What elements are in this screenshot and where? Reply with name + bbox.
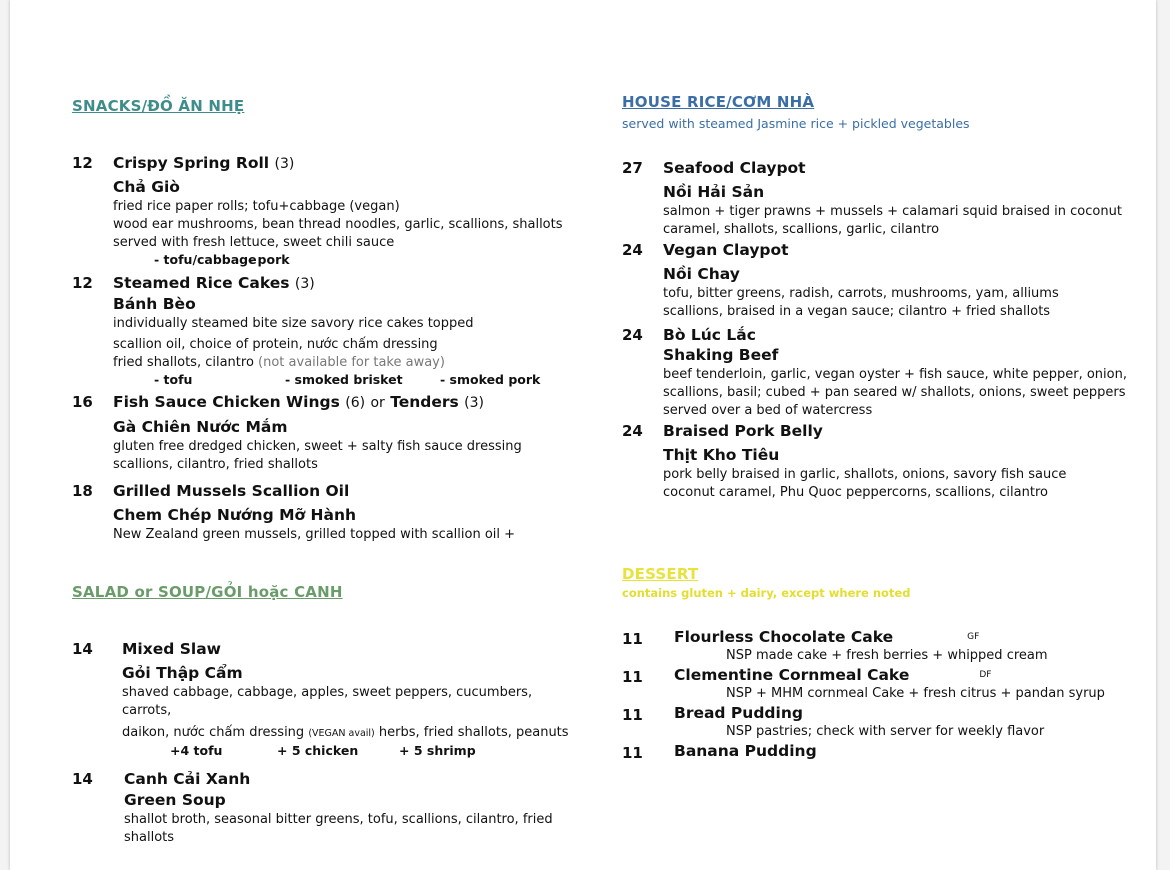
item-price: 11 [622, 706, 643, 724]
menu-item [622, 324, 1142, 420]
item-name: Canh Cải Xanh [124, 770, 251, 788]
item-name: Bò Lúc Lắc [663, 326, 756, 344]
menu-item [622, 157, 1142, 239]
item-options [113, 372, 572, 388]
snacks-title: SNACKS/ĐỒ ĂN NHẸ [72, 97, 245, 115]
item-name: Grilled Mussels Scallion Oil [113, 482, 350, 500]
item-name-alt: Tenders [390, 393, 459, 411]
vegan-note: (VEGAN avail) [308, 728, 375, 739]
item-name: Vegan Claypot [663, 241, 789, 259]
right-column [622, 92, 1142, 764]
option: + 5 chicken [277, 743, 359, 758]
desc-line: shallots [124, 830, 175, 845]
item-description [113, 198, 572, 252]
item-description [113, 526, 572, 544]
item-price: 27 [622, 159, 643, 177]
desc-line: served over a bed of watercress [663, 403, 873, 418]
desc-line: scallions, basil; cubed + pan seared w/ shallots, onions, sweet peppers [663, 385, 1126, 400]
dessert-subtitle: contains gluten + dairy, except where noted [622, 586, 911, 600]
item-qty: (6) [345, 395, 366, 411]
desc-text: daikon, nước chấm dressing [122, 725, 305, 740]
item-description [113, 438, 572, 474]
desc-line: tofu, bitter greens, radish, carrots, mushrooms, yam, alliums [663, 286, 1059, 301]
menu-item [72, 480, 572, 544]
item-price: 24 [622, 422, 643, 440]
menu-item [622, 704, 1142, 741]
menu-item [72, 152, 572, 268]
item-viet-name: Bánh Bèo [113, 295, 196, 313]
desc-line: caramel, shallots, scallions, garlic, cilantro [663, 222, 940, 237]
menu-item [622, 420, 1142, 502]
dessert-title: DESSERT [622, 565, 699, 583]
menu-item [622, 239, 1142, 321]
item-english-name: Green Soup [124, 791, 226, 809]
dietary-tag: GF [967, 632, 980, 642]
item-price: 11 [622, 630, 643, 648]
option: - smoked pork [440, 372, 541, 387]
desc-line: scallions, braised in a vegan sauce; cilantro + fried shallots [663, 304, 1051, 319]
menu-item [622, 666, 1142, 703]
item-price: 24 [622, 326, 643, 344]
item-price: 14 [72, 640, 93, 658]
item-price: 18 [72, 482, 93, 500]
item-name: Braised Pork Belly [663, 422, 823, 440]
rice-subtitle: served with steamed Jasmine rice + pickled vegetables [622, 116, 970, 131]
desc-text: herbs, fried shallots, peanuts [378, 725, 569, 740]
item-viet-name: Nồi Hải Sản [663, 183, 765, 201]
desc-line: scallion oil, choice of protein, nước chấm dressing [113, 337, 438, 352]
option: + 5 shrimp [399, 743, 476, 758]
item-name: Flourless Chocolate Cake [674, 628, 894, 646]
desc-line: served with fresh lettuce, sweet chili sauce [113, 235, 395, 250]
item-name: Steamed Rice Cakes [113, 274, 290, 292]
menu-item [622, 742, 1142, 764]
availability-note: (not available for take away) [258, 355, 445, 370]
item-qty: (3) [274, 156, 295, 172]
item-or: or [370, 395, 385, 411]
option: - smoked brisket [285, 372, 403, 387]
item-description: NSP + MHM cornmeal Cake + fresh citrus + pandan syrup [726, 686, 1105, 701]
desc-line: shallot broth, seasonal bitter greens, tofu, scallions, cilantro, fried [124, 812, 553, 827]
item-description [663, 285, 1142, 321]
item-price: 24 [622, 241, 643, 259]
menu-item [72, 768, 572, 847]
item-price: 11 [622, 744, 643, 762]
item-description: NSP made cake + fresh berries + whipped cream [726, 648, 1048, 663]
item-price: 12 [72, 274, 93, 292]
item-name: Banana Pudding [674, 742, 817, 760]
desc-line: pork belly braised in garlic, shallots, onions, savory fish sauce [663, 467, 1067, 482]
desc-line [113, 354, 572, 372]
item-description [663, 203, 1142, 239]
desc-line: salmon + tiger prawns + mussels + calamari squid braised in coconut [663, 204, 1122, 219]
desc-line: fried rice paper rolls; tofu+cabbage (vegan) [113, 199, 400, 214]
item-qty-alt: (3) [464, 395, 485, 411]
option: - tofu [154, 372, 193, 387]
desc-line: coconut caramel, Phu Quoc peppercorns, scallions, cilantro [663, 485, 1048, 500]
desc-line: individually steamed bite size savory rice cakes topped [113, 316, 474, 331]
item-description: NSP pastries; check with server for weekly flavor [726, 724, 1045, 739]
desc-line: scallions, cilantro, fried shallots [113, 457, 318, 472]
item-name: Fish Sauce Chicken Wings [113, 393, 340, 411]
item-english-name: Shaking Beef [663, 346, 779, 364]
item-name: Clementine Cornmeal Cake [674, 666, 910, 684]
item-qty: (3) [294, 276, 315, 292]
item-options [113, 252, 572, 268]
salad-title: SALAD or SOUP/GỎI hoặc CANH [72, 583, 343, 601]
menu-item [622, 628, 1142, 665]
item-options [122, 743, 572, 759]
desc-line: shaved cabbage, cabbage, apples, sweet peppers, cucumbers, carrots, [122, 685, 533, 718]
item-name: Seafood Claypot [663, 159, 806, 177]
item-description [663, 366, 1142, 420]
item-description [122, 684, 572, 743]
item-viet-name: Gỏi Thập Cẩm [122, 664, 243, 682]
item-name: Bread Pudding [674, 704, 803, 722]
item-name: Crispy Spring Roll [113, 154, 270, 172]
item-price: 14 [72, 770, 93, 788]
rice-title: HOUSE RICE/CƠM NHÀ [622, 93, 815, 111]
item-description [124, 811, 572, 847]
menu-item [72, 638, 572, 759]
desc-line: beef tenderloin, garlic, vegan oyster + fish sauce, white pepper, onion, [663, 367, 1127, 382]
desc-line: gluten free dredged chicken, sweet + salty fish sauce dressing [113, 439, 522, 454]
item-viet-name: Chem Chép Nướng Mỡ Hành [113, 506, 357, 524]
option: - pork [248, 252, 290, 267]
item-price: 11 [622, 668, 643, 686]
left-column [72, 96, 572, 847]
desc-line: wood ear mushrooms, bean thread noodles, garlic, scallions, shallots [113, 217, 563, 232]
option: - tofu/cabbage [154, 252, 257, 267]
item-price: 16 [72, 393, 93, 411]
menu-page [10, 0, 1156, 870]
item-price: 12 [72, 154, 93, 172]
desc-line: New Zealand green mussels, grilled topped with scallion oil + [113, 527, 516, 542]
item-viet-name: Thịt Kho Tiêu [663, 446, 780, 464]
item-description [663, 466, 1142, 502]
item-viet-name: Chả Giò [113, 178, 180, 196]
item-description [113, 315, 572, 372]
item-name: Mixed Slaw [122, 640, 221, 658]
menu-item [72, 272, 572, 388]
dietary-tag: DF [979, 670, 992, 680]
option: +4 tofu [170, 743, 223, 758]
desc-line [122, 724, 572, 743]
item-viet-name: Nồi Chay [663, 265, 740, 283]
menu-item [72, 391, 572, 474]
item-viet-name: Gà Chiên Nước Mắm [113, 418, 288, 436]
desc-text: fried shallots, cilantro [113, 355, 254, 370]
